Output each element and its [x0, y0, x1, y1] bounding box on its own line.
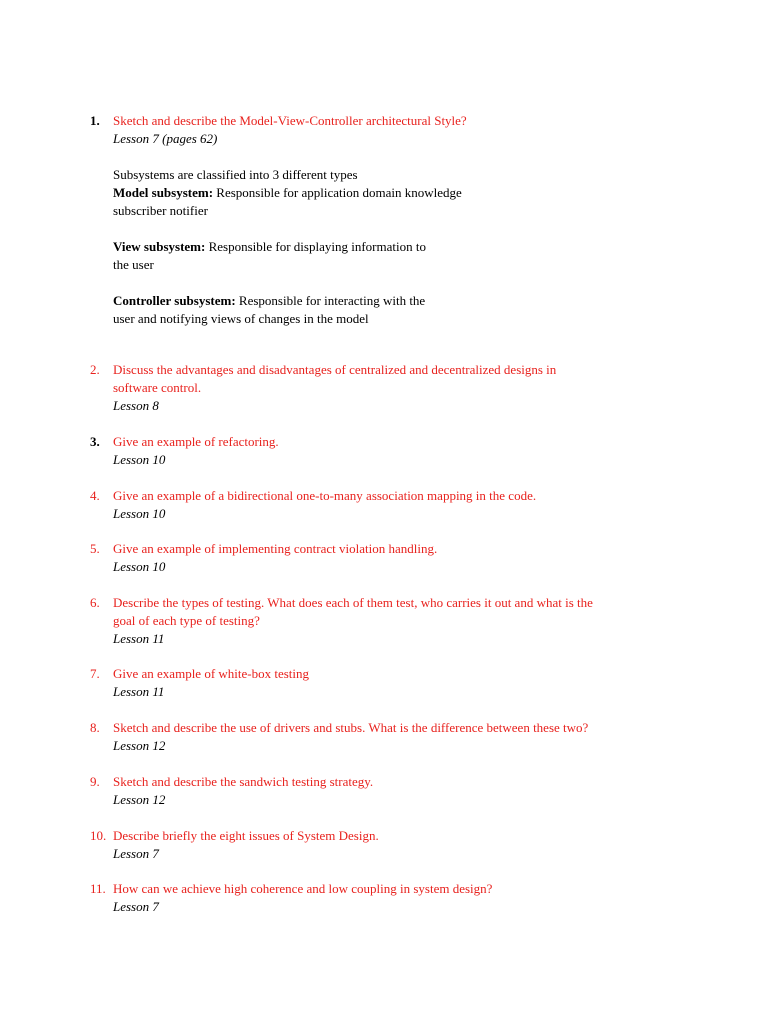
lesson-reference: Lesson 12: [113, 792, 166, 807]
question-8: [90, 719, 690, 755]
question-1: [90, 112, 690, 328]
lesson-reference: Lesson 12: [113, 738, 166, 753]
lesson-reference: Lesson 8: [113, 398, 159, 413]
question-4: [90, 487, 690, 523]
answer-view: [113, 238, 690, 256]
lesson-reference: Lesson 10: [113, 559, 166, 574]
answer-controller: [113, 292, 690, 310]
lesson-reference: Lesson 7: [113, 899, 159, 914]
controller-subsystem-label: Controller subsystem:: [113, 293, 236, 308]
answer-model-cont: subscriber notifier: [113, 203, 208, 218]
question-5: [90, 540, 690, 576]
answer-model: [113, 184, 690, 202]
question-text: Give an example of implementing contract violation handling.: [113, 541, 438, 556]
lesson-reference: Lesson 10: [113, 452, 166, 467]
model-subsystem-desc: Responsible for application domain knowledge: [213, 185, 462, 200]
lesson-reference: Lesson 7: [113, 846, 159, 861]
question-number: 3.: [90, 434, 100, 449]
question-7: [90, 665, 690, 701]
question-text: Sketch and describe the Model-View-Controller architectural Style?: [113, 113, 467, 128]
question-number: 10.: [90, 828, 107, 843]
view-subsystem-label: View subsystem:: [113, 239, 206, 254]
question-10: [90, 827, 690, 863]
answer-view-cont: the user: [113, 257, 154, 272]
question-number: 11.: [90, 881, 106, 896]
question-text: Describe briefly the eight issues of System Design.: [113, 828, 379, 843]
question-3: [90, 433, 690, 469]
question-number: 6.: [90, 595, 100, 610]
question-2: [90, 361, 690, 415]
model-subsystem-label: Model subsystem:: [113, 185, 214, 200]
view-subsystem-desc: Responsible for displaying information to: [205, 239, 426, 254]
question-number: 5.: [90, 541, 100, 556]
question-text: Give an example of refactoring.: [113, 434, 279, 449]
question-number: 8.: [90, 720, 100, 735]
question-text: Give an example of white-box testing: [113, 666, 310, 681]
answer-controller-cont: user and notifying views of changes in the model: [113, 311, 369, 326]
question-number: 2.: [90, 362, 100, 377]
question-text: Give an example of a bidirectional one-to-many association mapping in the code.: [113, 488, 537, 503]
question-text: Sketch and describe the sandwich testing strategy.: [113, 774, 374, 789]
question-number: 7.: [90, 666, 100, 681]
question-text-line1: Discuss the advantages and disadvantages of centralized and decentralized designs in: [113, 362, 557, 377]
answer-intro: Subsystems are classified into 3 different types: [113, 167, 358, 182]
lesson-reference: Lesson 10: [113, 506, 166, 521]
lesson-reference: Lesson 7 (pages 62): [113, 131, 218, 146]
question-text-line1: Describe the types of testing. What does each of them test, who carries it out and what is the: [113, 595, 593, 610]
question-11: [90, 880, 690, 916]
question-text: Sketch and describe the use of drivers and stubs. What is the difference between these two?: [113, 720, 589, 735]
question-number: 9.: [90, 774, 100, 789]
question-number: 1.: [90, 113, 100, 128]
question-text: How can we achieve high coherence and low coupling in system design?: [113, 881, 493, 896]
question-6: [90, 594, 690, 648]
lesson-reference: Lesson 11: [113, 684, 165, 699]
controller-subsystem-desc: Responsible for interacting with the: [235, 293, 426, 308]
question-text-line2: goal of each type of testing?: [113, 613, 260, 628]
lesson-reference: Lesson 11: [113, 631, 165, 646]
question-9: [90, 773, 690, 809]
question-text-line2: software control.: [113, 380, 202, 395]
question-number: 4.: [90, 488, 100, 503]
